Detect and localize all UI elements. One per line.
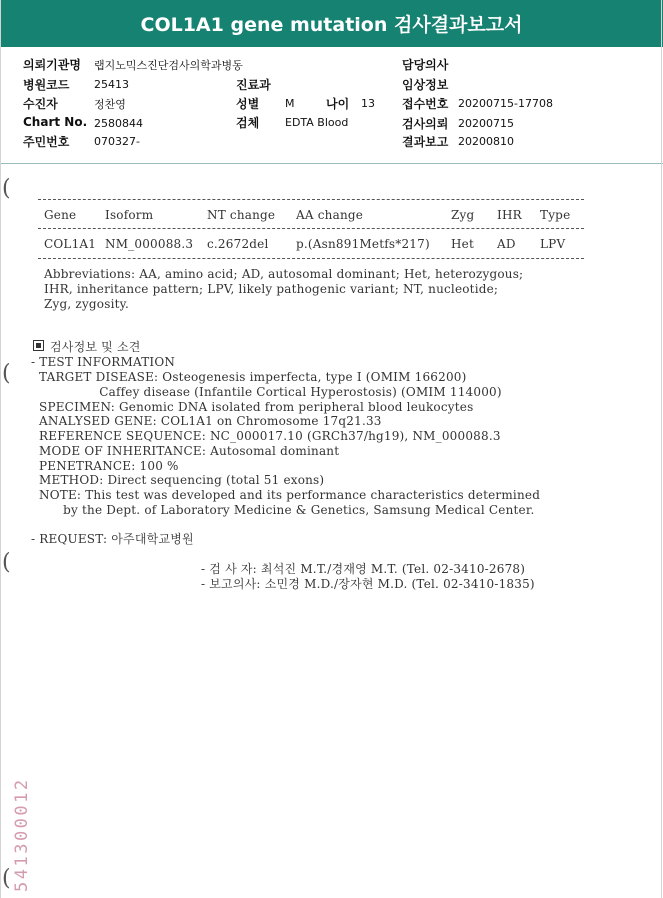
- chart-no-label: Chart No.: [23, 115, 88, 129]
- test-info-line: PENETRANCE: 100 %: [31, 459, 179, 473]
- report-date-label: 결과보고: [402, 135, 449, 149]
- cell-zyg: Het: [451, 237, 474, 251]
- test-info-line: TARGET DISEASE: Osteogenesis imperfecta, type I (OMIM 166200): [31, 370, 467, 384]
- patient-name-value: 정찬영: [94, 98, 126, 111]
- section-heading: [33, 340, 141, 355]
- specimen-value: EDTA Blood: [285, 116, 349, 129]
- test-info-line: SPECIMEN: Genomic DNA isolated from peripheral blood leukocytes: [31, 400, 474, 414]
- cell-aa-change: p.(Asn891Metfs*217): [296, 237, 430, 251]
- physician-label: 담당의사: [402, 58, 449, 72]
- department-label: 진료과: [236, 78, 271, 92]
- col-header-type: Type: [540, 208, 571, 222]
- test-info-line: REFERENCE SEQUENCE: NC_000017.10 (GRCh37/hg19), NM_000088.3: [31, 429, 501, 443]
- technician-line: - 검 사 자: 최석진 M.T./경재영 M.T. (Tel. 02-3410-2678): [201, 562, 526, 576]
- right-border: [661, 0, 662, 898]
- col-header-gene: Gene: [44, 208, 77, 222]
- resident-no-label: 주민번호: [23, 135, 70, 149]
- age-label: 나이: [326, 97, 350, 111]
- reporting-physician-line: - 보고의사: 소민경 M.D./장자현 M.D. (Tel. 02-3410-1835): [201, 577, 535, 591]
- report-title: COL1A1 gene mutation 검사결과보고서: [0, 0, 663, 47]
- institution-label: 의뢰기관명: [23, 58, 81, 72]
- col-header-isoform: Isoform: [105, 208, 154, 222]
- binding-mark: (: [2, 361, 11, 386]
- specimen-label: 검체: [236, 116, 260, 130]
- stamp-number-text: 541300012: [12, 777, 32, 892]
- left-border: [0, 0, 1, 898]
- test-info-line: NOTE: This test was developed and its performance characteristics determined: [31, 488, 541, 502]
- test-info-line: Caffey disease (Infantile Cortical Hyperostosis) (OMIM 114000): [31, 385, 502, 399]
- age-value: 13: [361, 97, 375, 110]
- table-top-rule: [38, 199, 584, 200]
- header-divider: [0, 163, 663, 164]
- test-info-line: METHOD: Direct sequencing (total 51 exons): [31, 473, 325, 487]
- test-info-title: - TEST INFORMATION: [31, 355, 176, 369]
- chart-no-value: 2580844: [94, 117, 143, 130]
- abbreviation-line: Abbreviations: AA, amino acid; AD, autosomal dominant; Het, heterozygous;: [44, 267, 524, 281]
- table-bottom-rule: [38, 258, 584, 259]
- section-heading-text: 검사정보 및 소견: [50, 340, 141, 354]
- abbreviation-line: IHR, inheritance pattern; LPV, likely pathogenic variant; NT, nucleotide;: [44, 282, 499, 296]
- cell-ihr: AD: [497, 237, 516, 251]
- receipt-no-value: 20200715-17708: [458, 97, 553, 110]
- abbreviation-line: Zyg, zygosity.: [44, 297, 130, 311]
- sex-label: 성별: [236, 97, 260, 111]
- hospital-code-label: 병원코드: [23, 78, 70, 92]
- clinical-info-label: 임상정보: [402, 78, 449, 92]
- cell-gene: COL1A1: [44, 237, 97, 251]
- col-header-aa-change: AA change: [296, 208, 364, 222]
- binding-mark: (: [2, 550, 11, 575]
- binding-mark: (: [2, 866, 11, 891]
- col-header-zyg: Zyg: [451, 208, 475, 222]
- test-info-line: by the Dept. of Laboratory Medicine & Genetics, Samsung Medical Center.: [31, 503, 535, 517]
- receipt-no-label: 접수번호: [402, 97, 449, 111]
- sex-value: M: [285, 97, 295, 110]
- hospital-code-value: 25413: [94, 78, 129, 91]
- cell-type: LPV: [540, 237, 566, 251]
- test-info-line: ANALYSED GENE: COL1A1 on Chromosome 17q21.33: [31, 414, 382, 428]
- cell-nt-change: c.2672del: [207, 237, 269, 251]
- patient-name-label: 수진자: [23, 97, 58, 111]
- col-header-nt-change: NT change: [207, 208, 276, 222]
- request-line: - REQUEST: 아주대학교병원: [31, 532, 194, 546]
- request-date-label: 검사의뢰: [402, 117, 449, 131]
- stamp-number: [12, 742, 34, 892]
- report-date-value: 20200810: [458, 135, 514, 148]
- binding-mark: (: [2, 176, 11, 201]
- table-header-rule: [38, 228, 584, 229]
- test-info-line: MODE OF INHERITANCE: Autosomal dominant: [31, 444, 340, 458]
- institution-value: 랩지노믹스진단검사의학과병동: [94, 59, 243, 72]
- cell-isoform: NM_000088.3: [105, 237, 194, 251]
- square-bullet-icon: [33, 340, 44, 351]
- resident-no-value: 070327-: [94, 135, 140, 148]
- col-header-ihr: IHR: [497, 208, 522, 222]
- request-date-value: 20200715: [458, 117, 514, 130]
